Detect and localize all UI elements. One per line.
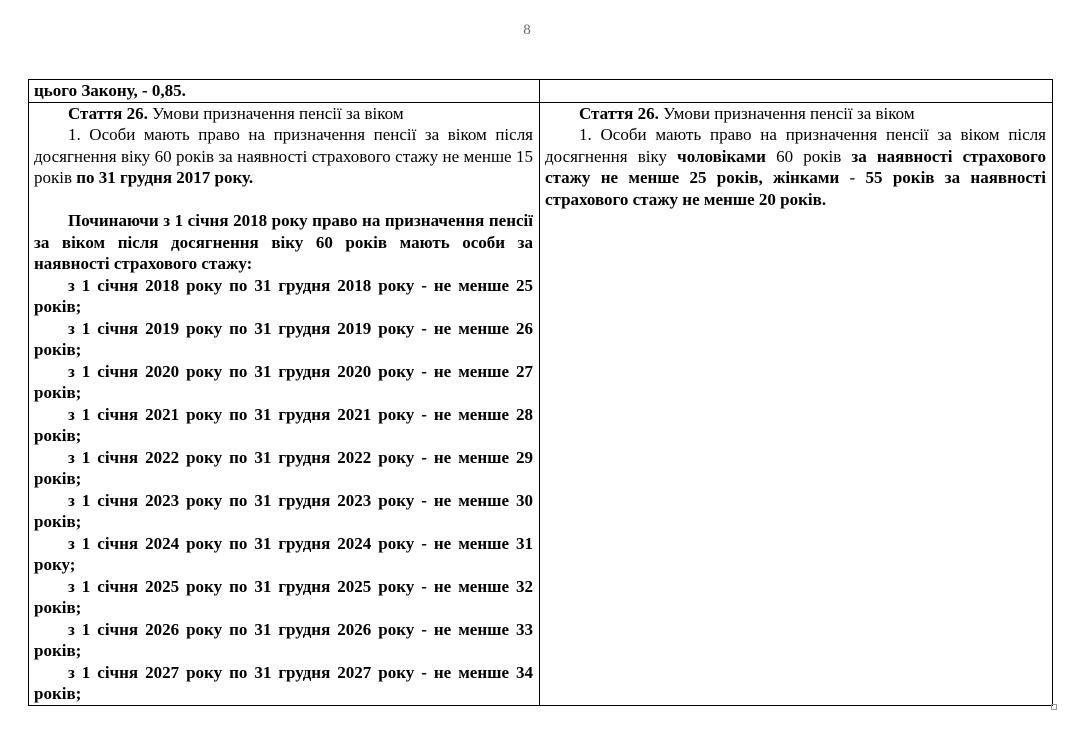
schedule-item: з 1 січня 2025 року по 31 грудня 2025 року - не менше 32 років; — [34, 576, 533, 617]
article-title: Умови призначення пенсії за віком — [147, 103, 404, 123]
text-segment-bold: за наявності страхового стажу не менше 25 років, жінками — [545, 146, 1046, 187]
schedule-item: з 1 січня 2023 року по 31 грудня 2023 року - не менше 30 років; — [34, 490, 533, 531]
schedule-item: з 1 січня 2021 року по 31 грудня 2021 року - не менше 28 років; — [34, 404, 533, 445]
paragraph-1 — [34, 124, 533, 189]
article-heading-right — [545, 103, 1046, 125]
table-resize-handle[interactable] — [1051, 704, 1057, 710]
page-number: 8 — [523, 22, 531, 38]
cell-right-top — [540, 80, 1053, 103]
article-label: Стаття 26. — [68, 103, 148, 123]
paragraph-1-bold: по 31 грудня 2017 року. — [76, 168, 254, 187]
paragraph-1-text: 1. Особи мають право на призначення пенсії за віком після досягнення віку 60 років за наявності страхового стажу не менше 15 років — [34, 125, 533, 187]
text-segment-bold: чоловіками — [677, 146, 766, 166]
text-segment: - — [839, 168, 866, 187]
paragraph-2: Починаючи з 1 січня 2018 року право на призначення пенсії за віком після досягнення віку 60 років мають особи за наявності страхового стажу: — [34, 211, 533, 273]
schedule-item: з 1 січня 2020 року по 31 грудня 2020 року - не менше 27 років; — [34, 361, 533, 402]
cell-left-top — [29, 80, 540, 103]
paragraph-1-right — [545, 124, 1046, 210]
table-row — [29, 102, 1053, 705]
schedule-item: з 1 січня 2019 року по 31 грудня 2019 року - не менше 26 років; — [34, 318, 533, 359]
table-row — [29, 80, 1053, 103]
cell-proposed-law — [540, 102, 1053, 705]
article-label-right: Стаття 26. — [579, 103, 659, 123]
schedule-item: з 1 січня 2022 року по 31 грудня 2022 року - не менше 29 років; — [34, 447, 533, 488]
schedule-item: з 1 січня 2026 року по 31 грудня 2026 року - не менше 33 років; — [34, 619, 533, 660]
article-title-right: Умови призначення пенсії за віком — [658, 103, 915, 123]
comparison-table — [28, 79, 1053, 706]
schedule-item: з 1 січня 2027 року по 31 грудня 2027 року - не менше 34 років; — [34, 662, 533, 703]
text-segment: 60 років — [765, 146, 852, 166]
text-segment-bold: 55 років за наявності страхового стажу не менше 20 років. — [545, 168, 1046, 209]
cell-current-law — [29, 102, 540, 705]
schedule-item: з 1 січня 2024 року по 31 грудня 2024 року - не менше 31 року; — [34, 533, 533, 574]
continuation-text: цього Закону, - 0,85. — [34, 81, 186, 100]
schedule-item: з 1 січня 2018 року по 31 грудня 2018 року - не менше 25 років; — [34, 275, 533, 316]
text-segment: 1. Особи мають право на призначення пенсії за віком після досягнення віку — [545, 125, 1046, 166]
article-heading — [34, 103, 533, 125]
